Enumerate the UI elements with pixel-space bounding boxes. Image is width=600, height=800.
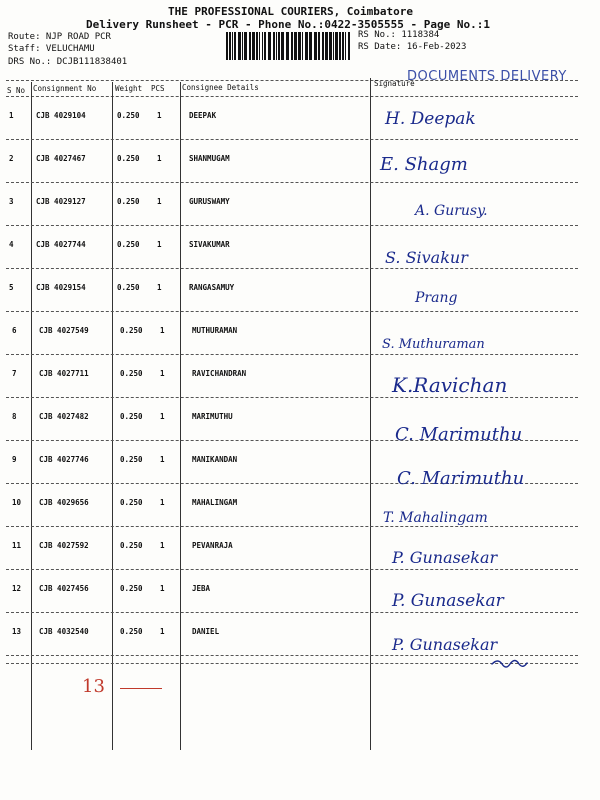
row-weight: 0.250 <box>120 627 143 636</box>
signature-9: C. Marimuthu <box>397 468 525 489</box>
row-sno: 8 <box>12 412 17 421</box>
row-weight: 0.250 <box>120 541 143 550</box>
row-weight: 0.250 <box>117 240 140 249</box>
row-consignment-no: CJB 4027467 <box>36 154 86 163</box>
row-weight: 0.250 <box>120 498 143 507</box>
row-sno: 10 <box>12 498 22 507</box>
signature-13: P. Gunasekar <box>392 635 498 654</box>
row-weight: 0.250 <box>120 326 143 335</box>
row-pcs: 1 <box>157 197 162 206</box>
signature-11: P. Gunasekar <box>392 548 498 567</box>
row-consignment-no: CJB 4027746 <box>39 455 89 464</box>
row-consignee: GURUSWAMY <box>189 197 230 206</box>
signature-6: S. Muthuraman <box>382 337 485 352</box>
row-pcs: 1 <box>157 111 162 120</box>
total-count-note: 13 <box>82 676 105 697</box>
row-pcs: 1 <box>160 369 165 378</box>
row-sno: 9 <box>12 455 17 464</box>
row-consignment-no: CJB 4027549 <box>39 326 89 335</box>
row-consignee: RANGASAMUY <box>189 283 235 292</box>
row-consignment-no: CJB 4029127 <box>36 197 86 206</box>
signature-flourish <box>492 661 527 668</box>
row-sno: 1 <box>9 111 14 120</box>
row-weight: 0.250 <box>117 111 140 120</box>
row-consignment-no: CJB 4027456 <box>39 584 89 593</box>
row-consignment-no: CJB 4027592 <box>39 541 89 550</box>
staff-label: Staff: VELUCHAMU <box>8 44 95 54</box>
col-header-sno: S No <box>7 86 26 95</box>
row-consignee: SHANMUGAM <box>189 154 230 163</box>
row-consignee: MAHALINGAM <box>192 498 238 507</box>
row-sno: 3 <box>9 197 14 206</box>
row-sno: 12 <box>12 584 22 593</box>
row-pcs: 1 <box>160 412 165 421</box>
route-label: Route: NJP ROAD PCR <box>8 32 111 42</box>
row-consignment-no: CJB 4029656 <box>39 498 89 507</box>
signature-2: E. Shagm <box>380 154 468 175</box>
row-consignee: MUTHURAMAN <box>192 326 238 335</box>
row-consignee: JEBA <box>192 584 211 593</box>
rs-number: RS No.: 1118384 <box>358 30 440 40</box>
row-sno: 6 <box>12 326 17 335</box>
row-sno: 7 <box>12 369 17 378</box>
row-pcs: 1 <box>157 154 162 163</box>
row-weight: 0.250 <box>120 412 143 421</box>
company-title: THE PROFESSIONAL COURIERS, Coimbatore <box>168 5 414 18</box>
row-weight: 0.250 <box>117 154 140 163</box>
row-pcs: 1 <box>160 498 165 507</box>
row-sno: 13 <box>12 627 22 636</box>
row-pcs: 1 <box>160 584 165 593</box>
total-count-underline <box>120 688 162 689</box>
drs-number: DRS No.: DCJB111838401 <box>8 57 128 67</box>
row-consignee: RAVICHANDRAN <box>192 369 247 378</box>
rs-date: RS Date: 16-Feb-2023 <box>358 42 467 52</box>
row-consignee: MARIMUTHU <box>192 412 233 421</box>
row-sno: 4 <box>9 240 14 249</box>
col-header-pcs: PCS <box>151 84 165 93</box>
row-pcs: 1 <box>160 326 165 335</box>
row-consignee: DANIEL <box>192 627 220 636</box>
signature-8: C. Marimuthu <box>395 424 523 445</box>
row-consignment-no: CJB 4027711 <box>39 369 89 378</box>
row-consignment-no: CJB 4027744 <box>36 240 86 249</box>
col-header-consignee: Consignee Details <box>182 83 259 92</box>
row-weight: 0.250 <box>117 197 140 206</box>
row-consignment-no: CJB 4029154 <box>36 283 86 292</box>
row-weight: 0.250 <box>120 369 143 378</box>
col-header-consignment: Consignment No <box>33 84 97 93</box>
signature-12: P. Gunasekar <box>392 591 504 611</box>
signature-4: S. Sivakur <box>385 248 468 267</box>
row-pcs: 1 <box>160 541 165 550</box>
signature-7: K.Ravichan <box>392 373 508 397</box>
row-consignment-no: CJB 4027482 <box>39 412 89 421</box>
row-pcs: 1 <box>157 240 162 249</box>
signature-1: H. Deepak <box>385 109 476 129</box>
col-header-weight: Weight <box>115 84 143 93</box>
row-consignment-no: CJB 4029104 <box>36 111 86 120</box>
row-weight: 0.250 <box>117 283 140 292</box>
documents-delivery-stamp: DOCUMENTS DELIVERY <box>407 69 567 84</box>
row-weight: 0.250 <box>120 584 143 593</box>
row-sno: 5 <box>9 283 14 292</box>
row-consignee: DEEPAK <box>189 111 217 120</box>
signature-3: A. Gurusy. <box>415 203 488 219</box>
row-pcs: 1 <box>160 455 165 464</box>
row-consignee: SIVAKUMAR <box>189 240 230 249</box>
row-pcs: 1 <box>157 283 162 292</box>
row-consignee: MANIKANDAN <box>192 455 238 464</box>
signature-5: Prang <box>415 290 458 306</box>
row-sno: 11 <box>12 541 22 550</box>
runsheet-subtitle: Delivery Runsheet - PCR - Phone No.:0422-3505555 - Page No.:1 <box>86 18 490 31</box>
row-sno: 2 <box>9 154 14 163</box>
signature-10: T. Mahalingam <box>383 510 488 526</box>
row-pcs: 1 <box>160 627 165 636</box>
row-weight: 0.250 <box>120 455 143 464</box>
row-consignment-no: CJB 4032540 <box>39 627 89 636</box>
col-header-signature: Signature <box>374 79 415 88</box>
row-consignee: PEVANRAJA <box>192 541 233 550</box>
